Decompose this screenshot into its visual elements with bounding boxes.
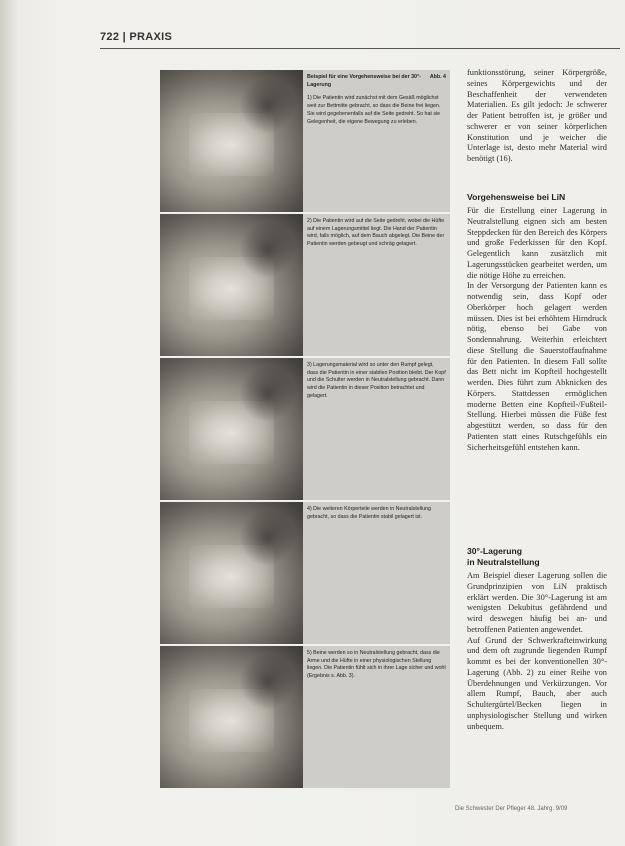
page-footer: Die Schwester Der Pfleger 48. Jahrg. 9/09 bbox=[455, 806, 568, 812]
caption-text: 1) Die Patientin wird zunächst mit dem Gesäß möglichst weit zur Bettmitte gebracht, so dass die Beine frei liegen. Sie wird gegebenenfalls auf die Seite gedreht. So hat sie Gelegenheit, die eigene Bewegung zu erleben. bbox=[307, 95, 441, 125]
caption-text: 2) Die Patientin wird auf die Seite gedreht, wobei die Hüfte auf einem Lagerungsmittel liegt. Die Hand der Patientin wird, falls möglich, auf dem Bauch abgelegt. Die Beine der Patientin werden gebeugt und schräg gelagert. bbox=[307, 218, 445, 248]
section-heading: in Neutralstellung bbox=[467, 557, 540, 567]
caption-3 bbox=[303, 358, 450, 500]
section-heading: Vorgehensweise bei LiN bbox=[467, 192, 566, 202]
paragraph: Für die Erstellung einer Lagerung in Neutralstellung eignen sich am besten Steppdecken für den Bereich des Körpers und große Federkissen für den Kopf. Gelegentlich kann zusätzlich mit Lagerungsstücken gearbeitet werden, um die nötige Höhe zu erreichen. bbox=[467, 206, 607, 280]
photo-1 bbox=[160, 70, 303, 212]
figure-tag: Abb. 4 bbox=[429, 74, 446, 80]
paragraph: Auf Grund der Schwerkrafteinwirkung und dem oft zugrunde liegenden Rumpf kommt es bei der konventionellen 30°-Lagerung (Abb. 2) zu einer Reihe von Überdehnungen und Verkürzungen. Vor allem Rumpf, Bauch, aber auch Schultergürtel/Becken liegen in unphysiologischer Stellung und wirken unbequem. bbox=[467, 635, 607, 731]
caption-5 bbox=[303, 646, 450, 788]
body-text-section-2 bbox=[467, 571, 607, 732]
paragraph: In der Versorgung der Patienten kann es notwendig sein, dass Kopf oder Oberkörper hoch gelagert werden müssen. Dies ist bei erhöhtem Hirndruck nötig, ebenso bei Gabe von Sondennahrung. Weiterhin erleichtert diese Stellung die Sauerstoffaufnahme für den Patienten. In diesem Fall sollte das Bett nicht im Kopfteil hochgestellt werden. Dies führt zum Abknicken des Körpers. Stattdessen ermöglichen moderne Betten eine Kopfteil-/Fußteil-Stellung. Hierbei müssen die Füße fest abgestützt werden, so dass für den Patienten statt eines Rutschgefühls ein Sicherheitsgefühl entstehen kann. bbox=[467, 281, 607, 452]
section-heading: 30°-Lagerung bbox=[467, 546, 523, 556]
photo-3 bbox=[160, 358, 303, 500]
caption-text: 5) Beine werden so in Neutralstellung gebracht, dass die Arme und die Hüfte in einer physiologischen Stellung liegen. Die Patientin fühlt sich in ihrer Lage sicher und wohl (Ergebnis s. Abb. 3). bbox=[307, 650, 446, 680]
header-rule bbox=[100, 48, 620, 49]
photo-5 bbox=[160, 646, 303, 788]
photo-2 bbox=[160, 214, 303, 356]
body-text-section-1 bbox=[467, 206, 607, 453]
body-text-intro: funktionsstörung, seiner Körpergröße, seines Körpergewichts und der Beschaffenheit der verwendeten Materialien. Es gilt jedoch: Je schwerer der Patient betroffen ist, je größer und schwerer er von seiner körperlichen Konstitution und je weicher die Unterlage ist, desto mehr Material wird benötigt (16). bbox=[467, 68, 607, 163]
caption-text: 4) Die weiteren Körperteile werden in Neutralstellung gebracht, so dass die Patientin stabil gelagert ist. bbox=[307, 506, 431, 520]
caption-2 bbox=[303, 214, 450, 356]
paragraph: Am Beispiel dieser Lagerung sollen die Grundprinzipien von LiN praktisch erklärt werden. Die 30°-Lagerung ist am wenigsten Dekubitus gefährdend und wird deswegen häufig bei an- und betroffenen Patienten angewendet. bbox=[467, 571, 607, 634]
page-header: 722 | PRAXIS bbox=[100, 31, 173, 43]
caption-title: Beispiel für eine Vorgehensweise bei der 30°-Lagerung bbox=[307, 74, 421, 88]
caption-1 bbox=[303, 70, 450, 212]
caption-text: 3) Lagerungsmaterial wird so unter den Rumpf gelegt, dass die Patientin in einer stabilen Position bleibt. Der Kopf und die Schulter werden in Neutralstellung gebracht. Dann wird die Patientin in dieser Position betrachtet und gelagert. bbox=[307, 362, 446, 399]
photo-4 bbox=[160, 502, 303, 644]
caption-4 bbox=[303, 502, 450, 644]
